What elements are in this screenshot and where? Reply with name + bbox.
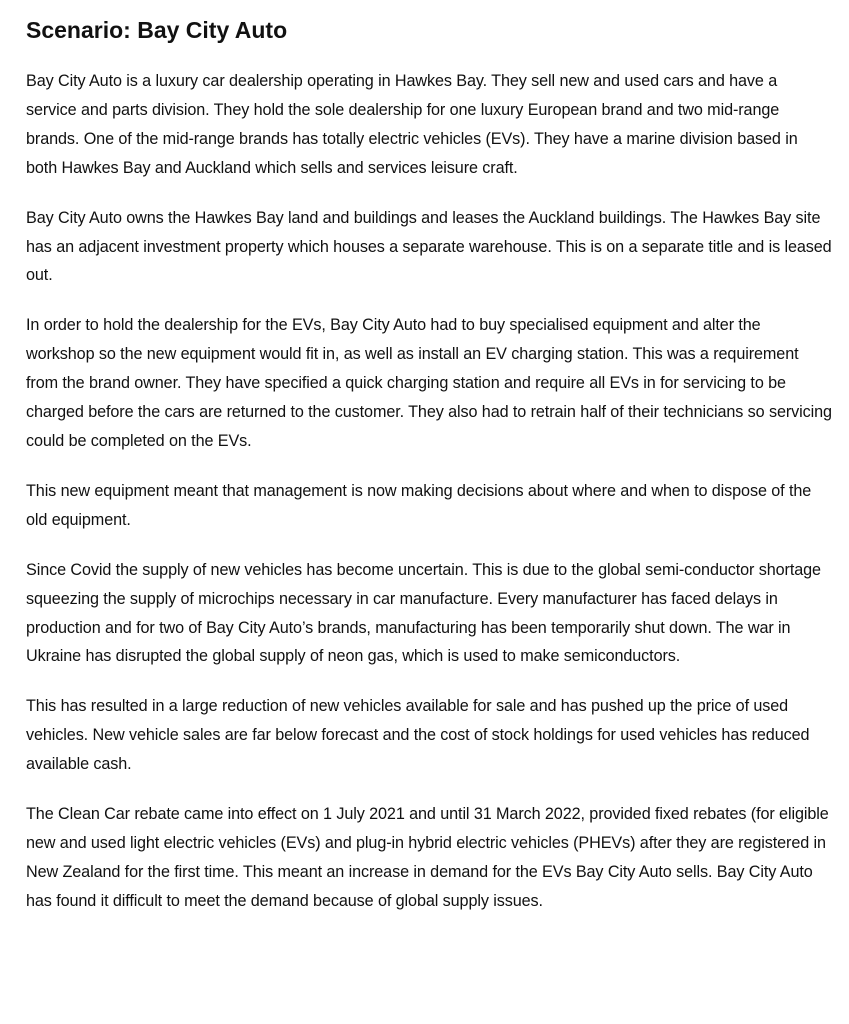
paragraph-overview: Bay City Auto is a luxury car dealership operating in Hawkes Bay. They sell new and used cars and have a service and parts division. They hold the sole dealership for one luxury European brand and two mid-range brands. One of the mid-range brands has totally electric vehicles (EVs). They have a marine division based in both Hawkes Bay and Auckland which sells and services leisure craft.: [26, 72, 798, 177]
document: [26, 14, 832, 937]
paragraph-disposal: This new equipment meant that management is now making decisions about where and when to dispose of the old equipment.: [26, 481, 812, 529]
paragraph-clean-car-rebate: The Clean Car rebate came into effect on 1 July 2021 and until 31 March 2022, provided fixed rebates (for eligible new and used light electric vehicles (EVs) and plug-in hybrid electric vehicles (PHEVs) after they are registered in New Zealand for the first time. This meant an increase in demand for the EVs Bay City Auto sells. Bay City Auto has found it difficult to meet the demand because of global supply issues.: [26, 805, 829, 910]
page-title: Scenario: Bay City Auto: [26, 17, 288, 43]
paragraph-property: Bay City Auto owns the Hawkes Bay land and buildings and leases the Auckland buildings. The Hawkes Bay site has an adjacent investment property which houses a separate warehouse. This is on a separate title and is leased out.: [26, 208, 832, 285]
paragraph-sales-impact: This has resulted in a large reduction of new vehicles available for sale and has pushed up the price of used vehicles. New vehicle sales are far below forecast and the cost of stock holdings for used vehicles has reduced available cash.: [26, 697, 810, 774]
paragraph-ev-equipment: In order to hold the dealership for the EVs, Bay City Auto had to buy specialised equipment and alter the workshop so the new equipment would fit in, as well as install an EV charging station. This was a requirement from the brand owner. They have specified a quick charging station and require all EVs in for servicing to be charged before the cars are returned to the customer. They also had to retrain half of their technicians so servicing could be completed on the EVs.: [26, 316, 832, 450]
paragraph-supply: Since Covid the supply of new vehicles has become uncertain. This is due to the global semi-conductor shortage squeezing the supply of microchips necessary in car manufacture. Every manufacturer has faced delays in production and for two of Bay City Auto’s brands, manufacturing has been temporarily shut down. The war in Ukraine has disrupted the global supply of neon gas, which is used to make semiconductors.: [26, 560, 821, 666]
